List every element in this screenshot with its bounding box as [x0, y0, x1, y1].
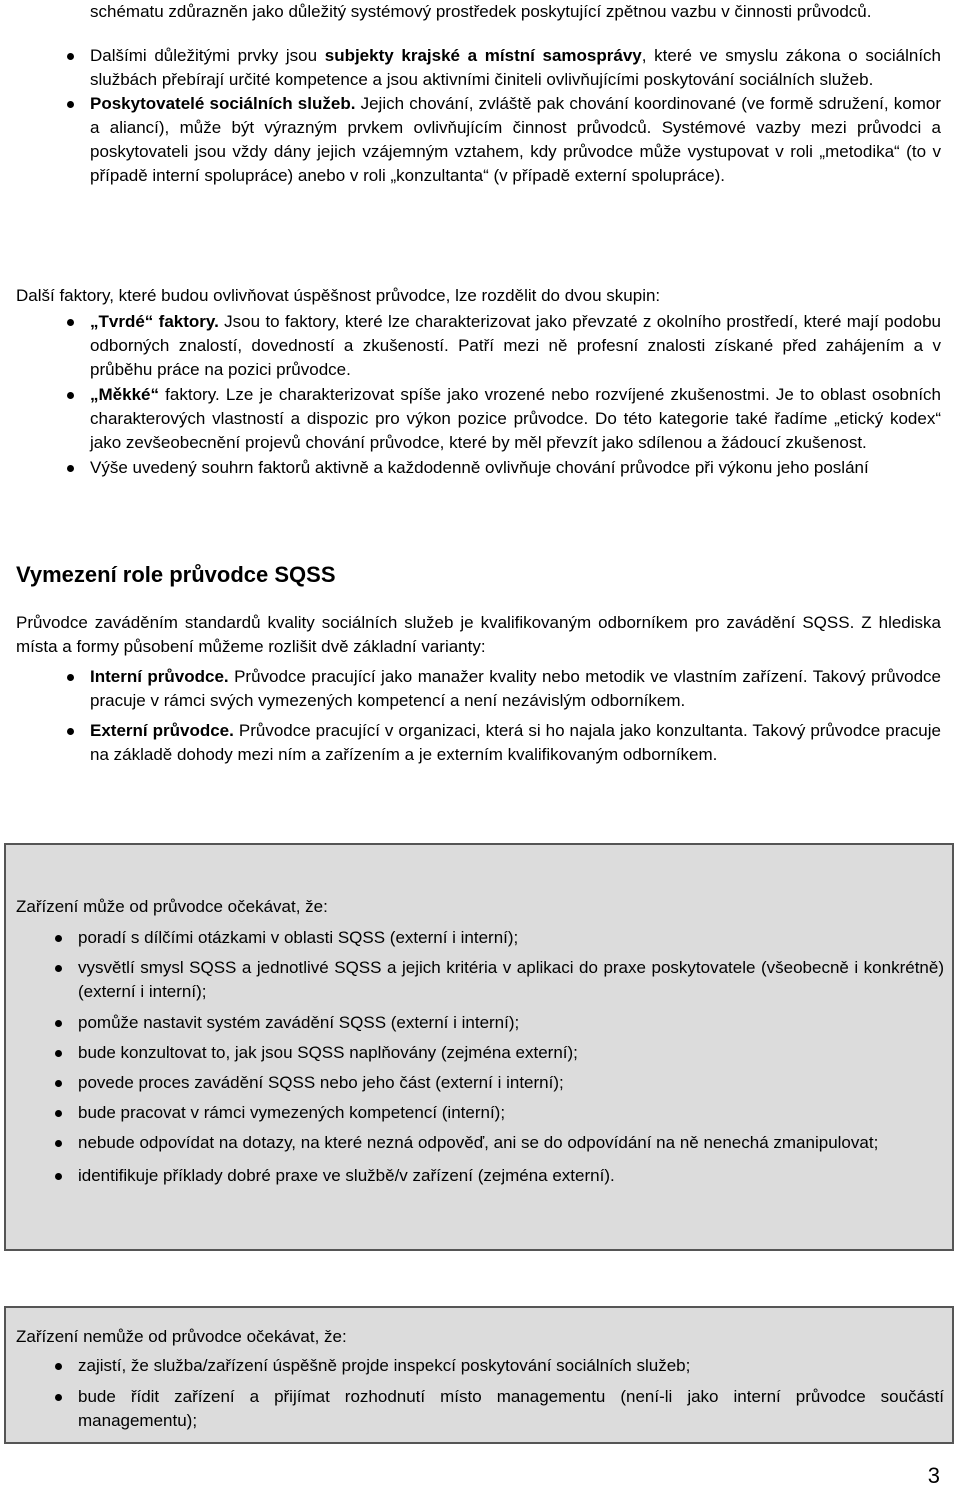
list-item: pomůže nastavit systém zavádění SQSS (externí i interní); [4, 1011, 944, 1035]
expectations-intro: Zařízení může od průvodce očekávat, že: [16, 897, 328, 916]
list-item: „Měkké“ faktory. Lze je charakterizovat spíše jako vrozené nebo rozvíjené zkušenostmi. Je to oblast osobních charakterových vlastností a dispozic pro výkon pozice průvodce. Do této kategorie také řadíme „etický kodex“ jako zevšeobecnění projevů chování průvodce, které by měl převzít jako sdílenou a žádoucí zkušenost. [16, 383, 941, 455]
list-item: bude konzultovat to, jak jsou SQSS naplňovány (zejména externí); [4, 1041, 944, 1065]
continuation-text: schématu zdůrazněn jako důležitý systémový prostředek poskytující zpětnou vazbu v činnosti průvodců. [90, 2, 872, 21]
non-expectations-list [4, 1354, 944, 1433]
list-item: identifikuje příklady dobré praxe ve službě/v zařízení (zejména externí). [4, 1164, 944, 1188]
top-bullets [16, 44, 941, 188]
list-item: Dalšími důležitými prvky jsou subjekty krajské a místní samosprávy, které ve smyslu zákona o sociálních službách přebírají určité kompetence a jsou aktivními činiteli ovlivňujícími poskytování sociálních služeb. [16, 44, 941, 92]
section-bullets [16, 665, 941, 767]
list-item: Poskytovatelé sociálních služeb. Jejich chování, zvláště pak chování koordinované (ve formě sdružení, komor a aliancí), může být výrazným prvkem ovlivňujícím činnost průvodců. Systémové vazby mezi průvodci a poskytovateli jsou vždy dány jejich vzájemným vztahem, kdy průvodce může vystupovat v roli „metodika“ (to v případě interní spolupráce) anebo v roli „konzultanta“ (v případě externí spolupráce). [16, 92, 941, 188]
section-intro: Průvodce zaváděním standardů kvality sociálních služeb je kvalifikovaným odborníkem pro zavádění SQSS. Z hlediska místa a formy působení můžeme rozlišit dvě základní varianty: [16, 613, 941, 656]
list-item: bude řídit zařízení a přijímat rozhodnutí místo managementu (není-li jako interní průvodce součástí managementu); [4, 1385, 944, 1433]
non-expectations-intro: Zařízení nemůže od průvodce očekávat, že: [16, 1327, 347, 1346]
section-block [16, 561, 941, 767]
list-item: „Tvrdé“ faktory. Jsou to faktory, které lze charakterizovat jako převzaté z okolního prostředí, které mají podobu odborných znalostí, dovedností a zkušeností. Patří mezi ně profesní znalosti získané před zahájením a v průběhu práce na pozici průvodce. [16, 310, 941, 382]
factors-block [16, 284, 941, 480]
page-number: 3 [927, 1463, 940, 1488]
list-item: nebude odpovídat na dotazy, na které nezná odpověď, ani se do odpovídání na ně nenechá zmanipulovat; [4, 1131, 944, 1155]
top-block [16, 0, 941, 188]
list-item: Interní průvodce. Průvodce pracující jako manažer kvality nebo metodik ve vlastním zařízení. Takový průvodce pracuje v rámci svých vymezených kompetencí a není nezávislým odborníkem. [16, 665, 941, 713]
expectations-box [4, 843, 954, 1251]
list-item: Výše uvedený souhrn faktorů aktivně a každodenně ovlivňuje chování průvodce při výkonu jeho poslání [16, 456, 941, 480]
expectations-list [4, 926, 944, 1188]
non-expectations-box [4, 1306, 954, 1444]
list-item: bude pracovat v rámci vymezených kompetencí (interní); [4, 1101, 944, 1125]
list-item: Externí průvodce. Průvodce pracující v organizaci, která si ho najala jako konzultanta. Takový průvodce pracuje na základě dohody mezi ním a zařízením a je externím kvalifikovaným odborníkem. [16, 719, 941, 767]
factors-intro: Další faktory, které budou ovlivňovat úspěšnost průvodce, lze rozdělit do dvou skupin: [16, 286, 661, 305]
list-item: vysvětlí smysl SQSS a jednotlivé SQSS a jejich kritéria v aplikaci do praxe poskytovatele (všeobecně i konkrétně) (externí i interní); [4, 956, 944, 1004]
list-item: povede proces zavádění SQSS nebo jeho část (externí i interní); [4, 1071, 944, 1095]
factors-bullets [16, 310, 941, 480]
list-item: poradí s dílčími otázkami v oblasti SQSS (externí i interní); [4, 926, 944, 950]
list-item: zajistí, že služba/zařízení úspěšně projde inspekcí poskytování sociálních služeb; [4, 1354, 944, 1378]
section-title: Vymezení role průvodce SQSS [16, 562, 336, 587]
